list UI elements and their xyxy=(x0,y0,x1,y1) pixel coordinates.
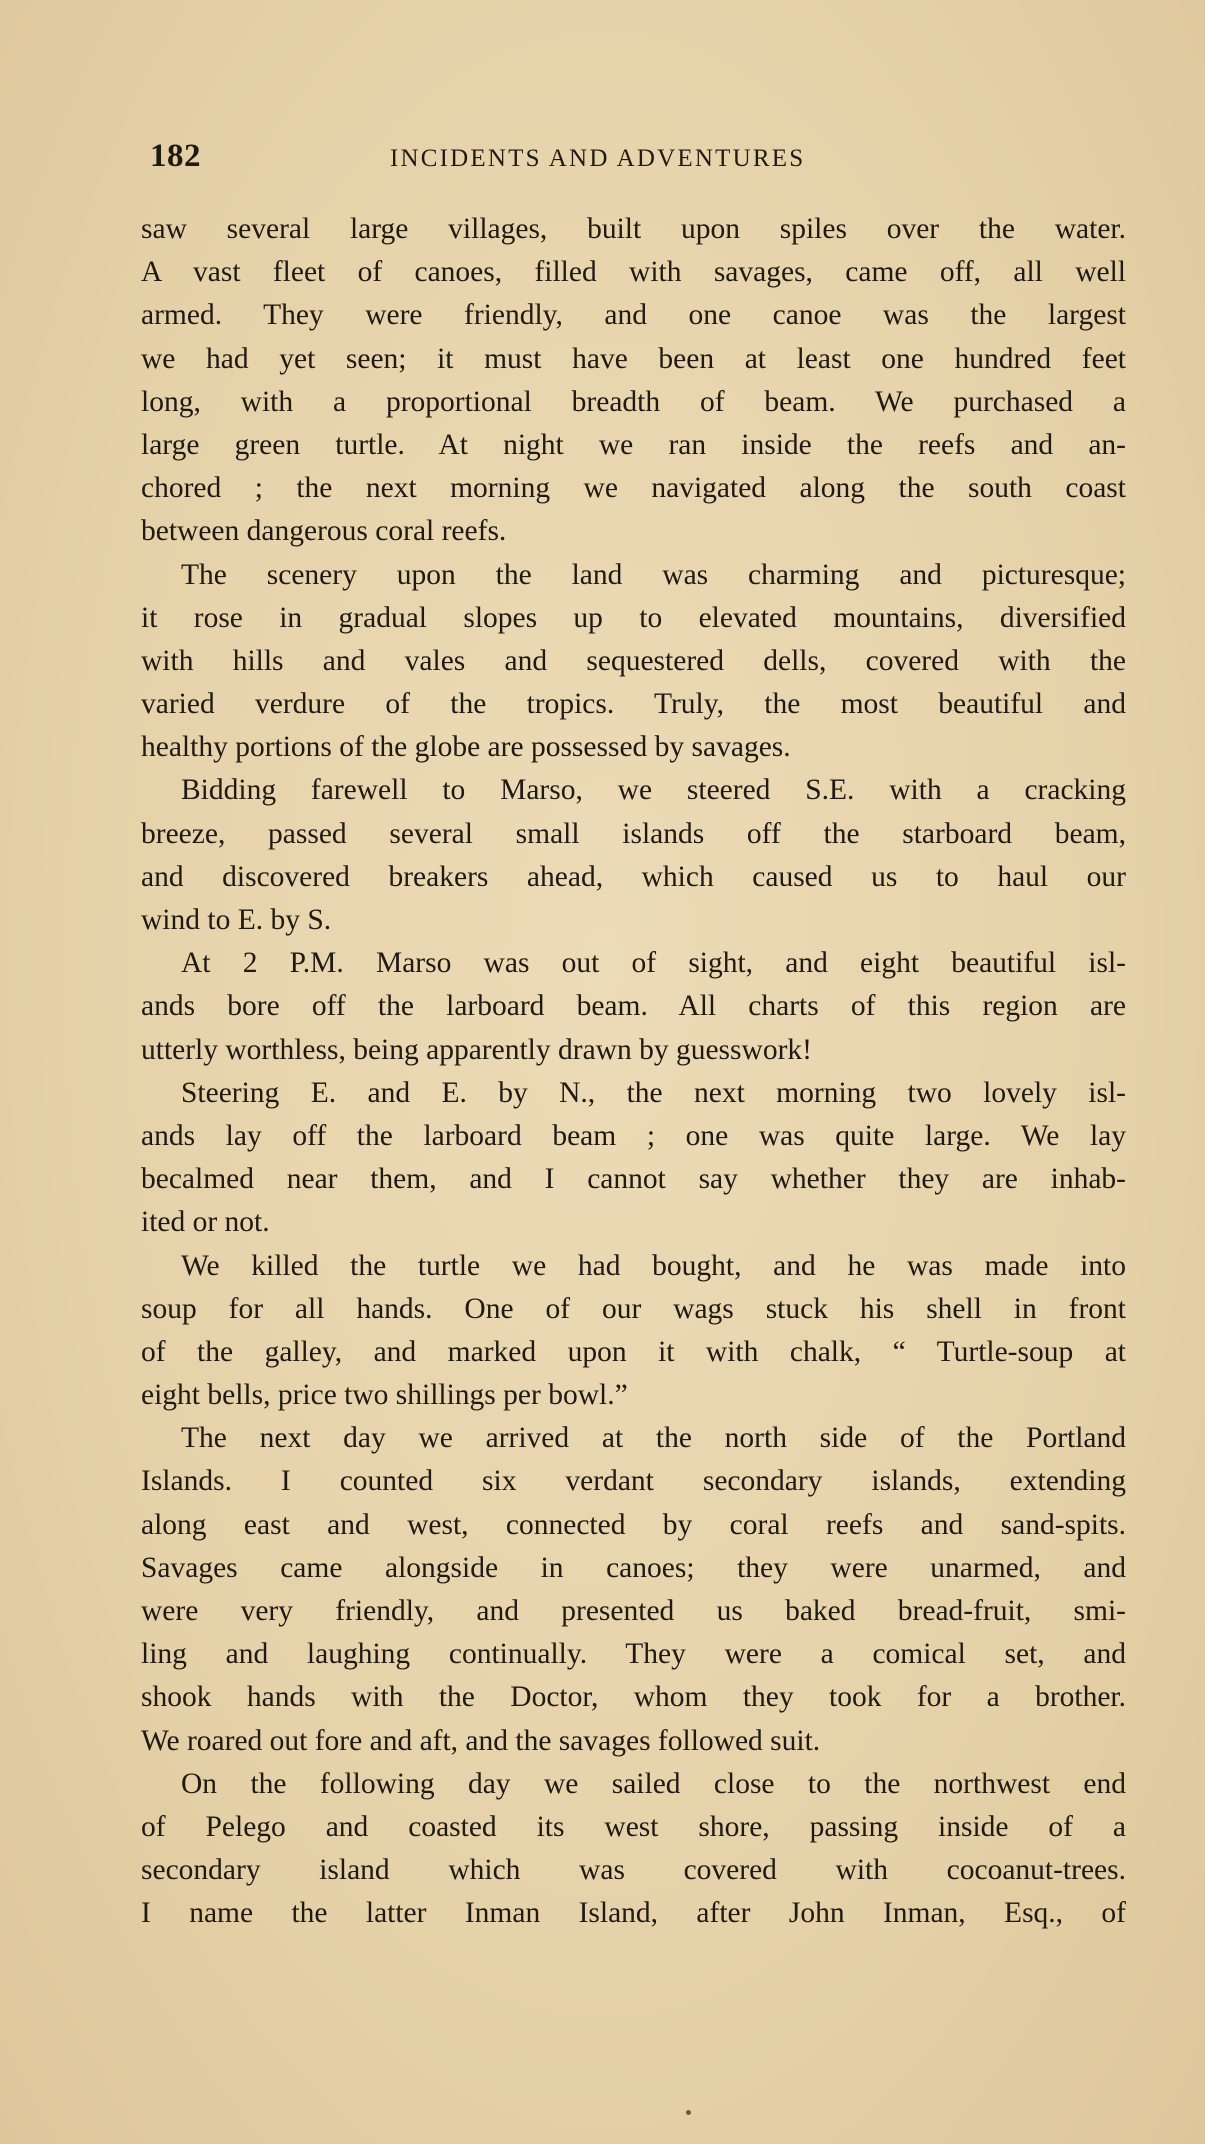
text-line: were very friendly, and presented us baked bread-fruit, smi- xyxy=(141,1595,1126,1627)
text-line: utterly worthless, being apparently drawn by guesswork! xyxy=(141,1033,812,1066)
body-text xyxy=(141,208,1126,1936)
text-line: Islands. I counted six verdant secondary islands, extending xyxy=(141,1465,1126,1498)
text-line: and discovered breakers ahead, which caused us to haul our xyxy=(141,860,1126,893)
text-line: Bidding farewell to Marso, we steered S.E. with a cracking xyxy=(181,774,1126,807)
text-line: On the following day we sailed close to the northwest end xyxy=(181,1767,1126,1800)
text-line: ited or not. xyxy=(141,1206,270,1239)
text-line: it rose in gradual slopes up to elevated mountains, diversified xyxy=(141,601,1126,634)
text-line: of Pelego and coasted its west shore, passing inside of a xyxy=(141,1810,1126,1843)
text-line: along east and west, connected by coral reefs and sand-spits. xyxy=(141,1508,1126,1541)
text-line: Steering E. and E. by N., the next morning two lovely isl- xyxy=(181,1076,1126,1109)
text-line: The next day we arrived at the north side of the Portland xyxy=(181,1422,1126,1455)
text-line: ands lay off the larboard beam ; one was quite large. We lay xyxy=(141,1119,1126,1152)
text-line: of the galley, and marked upon it with chalk, “ Turtle-soup at xyxy=(141,1335,1126,1368)
text-line: we had yet seen; it must have been at least one hundred feet xyxy=(141,342,1126,375)
text-line: We killed the turtle we had bought, and he was made into xyxy=(181,1249,1126,1282)
text-line: ling and laughing continually. They were a comical set, and xyxy=(141,1638,1126,1671)
text-line: breeze, passed several small islands off the starboard beam, xyxy=(141,817,1126,850)
text-line: secondary island which was covered with cocoanut-trees. xyxy=(141,1854,1126,1887)
paper-speck xyxy=(686,2110,691,2115)
text-line: A vast fleet of canoes, filled with savages, came off, all well xyxy=(141,256,1126,289)
text-line: I name the latter Inman Island, after John Inman, Esq., of xyxy=(141,1897,1126,1930)
text-line: becalmed near them, and I cannot say whether they are inhab- xyxy=(141,1163,1126,1196)
text-line: saw several large villages, built upon spiles over the water. xyxy=(141,213,1126,245)
text-line: At 2 P.M. Marso was out of sight, and eight beautiful isl- xyxy=(181,947,1126,980)
text-line: varied verdure of the tropics. Truly, the most beautiful and xyxy=(141,688,1126,721)
running-head xyxy=(150,138,1050,188)
text-line: healthy portions of the globe are possessed by savages. xyxy=(141,731,791,764)
text-line: Savages came alongside in canoes; they were unarmed, and xyxy=(141,1551,1126,1584)
page-number: 182 xyxy=(150,138,201,174)
text-line: The scenery upon the land was charming and picturesque; xyxy=(181,558,1126,591)
text-line: shook hands with the Doctor, whom they took for a brother. xyxy=(141,1681,1126,1714)
text-line: ands bore off the larboard beam. All charts of this region are xyxy=(141,990,1126,1023)
text-line: with hills and vales and sequestered dells, covered with the xyxy=(141,644,1126,677)
text-line: wind to E. by S. xyxy=(141,904,332,936)
text-line: chored ; the next morning we navigated along the south coast xyxy=(141,472,1126,505)
text-line: long, with a proportional breadth of beam. We purchased a xyxy=(141,385,1126,418)
text-line: eight bells, price two shillings per bowl.” xyxy=(141,1379,628,1412)
text-line: soup for all hands. One of our wags stuck his shell in front xyxy=(141,1292,1126,1325)
text-line: large green turtle. At night we ran inside the reefs and an- xyxy=(141,428,1126,461)
running-title: INCIDENTS AND ADVENTURES xyxy=(390,145,806,172)
text-line: between dangerous coral reefs. xyxy=(141,515,507,548)
text-line: armed. They were friendly, and one canoe was the largest xyxy=(141,299,1126,332)
text-line: We roared out fore and aft, and the savages followed suit. xyxy=(141,1724,821,1757)
